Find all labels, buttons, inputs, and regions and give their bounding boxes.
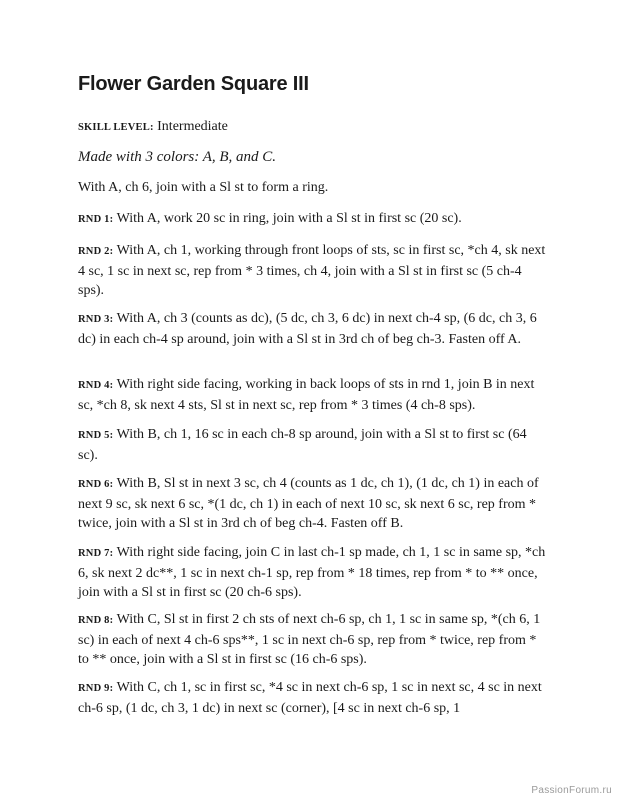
round-text: With right side facing, working in back loops of sts in rnd 1, join B in next sc, *ch 8, sk next 4 sts, Sl st in next sc, rep from * 3 times (4 ch-8 sps). [78,377,535,413]
skill-level-value: Intermediate [157,119,228,134]
round-text: With A, ch 3 (counts as dc), (5 dc, ch 3, 6 dc) in next ch-4 sp, (6 dc, ch 3, 6 dc) in each ch-4 sp around, join with a Sl st in 3rd ch of beg ch-3. Fasten off A. [78,311,537,347]
round-label: RND 9: [78,683,114,694]
round-text: With C, ch 1, sc in first sc, *4 sc in next ch-6 sp, 1 sc in next sc, 4 sc in next ch-6 sp, (1 dc, ch 3, 1 dc) in next sc (corner), [4 sc in next ch-6 sp, 1 [78,680,542,716]
round-text: With B, Sl st in next 3 sc, ch 4 (counts as 1 dc, ch 1), (1 dc, ch 1) in each of next 9 sc, sk next 6 sc, *(1 dc, ch 1) in each of next 10 sc, sk next 6 sc, rep from * twice, join with a Sl st in 3rd ch of beg ch-4. Fasten off B. [78,476,539,532]
round-label: RND 1: [78,214,114,225]
round-text: With B, ch 1, 16 sc in each ch-8 sp around, join with a Sl st to first sc (64 sc). [78,427,527,463]
intro-paragraph: With A, ch 6, join with a Sl st to form a ring. [78,180,329,195]
round-7 [78,543,546,603]
round-label: RND 2: [78,246,114,257]
round-label: RND 8: [78,615,114,626]
round-label: RND 4: [78,380,114,391]
round-1 [78,209,546,230]
watermark: PassionForum.ru [531,785,612,796]
round-text: With C, Sl st in first 2 ch sts of next ch-6 sp, ch 1, 1 sc in same sp, *(ch 6, 1 sc) in each of next 4 ch-6 sps**, 1 sc in next ch-6 sp, rep from * twice, rep from * to ** once, join with a Sl st in first sc (16 ch-6 sps). [78,612,541,668]
round-8 [78,610,546,670]
round-label: RND 7: [78,548,114,559]
skill-level-line [78,119,228,135]
round-label: RND 3: [78,314,114,325]
round-5 [78,425,546,465]
round-6 [78,474,546,534]
round-4 [78,375,546,415]
pattern-title: Flower Garden Square III [78,73,309,95]
round-3 [78,309,546,349]
round-label: RND 5: [78,430,114,441]
colors-note: Made with 3 colors: A, B, and C. [78,149,277,165]
round-label: RND 6: [78,479,114,490]
round-2 [78,241,546,301]
round-text: With A, ch 1, working through front loops of sts, sc in first sc, *ch 4, sk next 4 sc, 1 sc in next sc, rep from * 3 times, ch 4, join with a Sl st in first sc (5 ch-4 sps). [78,243,546,299]
round-9 [78,678,546,718]
round-text: With A, work 20 sc in ring, join with a Sl st in first sc (20 sc). [116,211,462,226]
round-text: With right side facing, join C in last ch-1 sp made, ch 1, 1 sc in same sp, *ch 6, sk next 2 dc**, 1 sc in next ch-1 sp, rep from * 18 times, rep from * to ** once, join with a Sl st in first sc (20 ch-6 sps). [78,545,546,601]
skill-level-label: SKILL LEVEL: [78,122,154,133]
